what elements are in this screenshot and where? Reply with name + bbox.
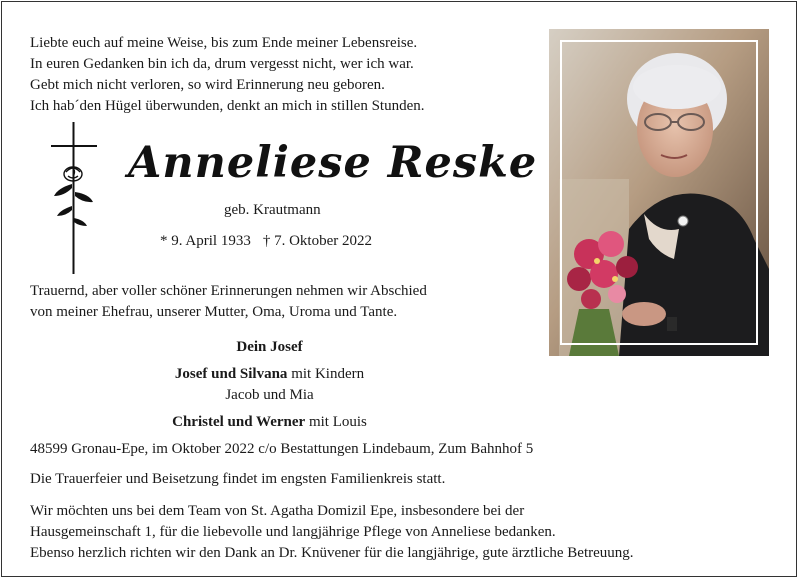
cross-with-rose-icon xyxy=(48,122,100,274)
funeral-notice: Die Trauerfeier und Beisetzung findet im engsten Familienkreis statt. xyxy=(30,471,446,487)
birth-date: * 9. April 1933 xyxy=(160,233,251,249)
thanks-line: Wir möchten uns bei dem Team von St. Agatha Domizil Epe, insbesondere bei der xyxy=(30,503,525,519)
mourner-spouse: Dein Josef xyxy=(236,339,303,355)
farewell-text xyxy=(30,281,427,323)
birth-name: geb. Krautmann xyxy=(224,202,321,218)
life-dates xyxy=(160,233,372,250)
mourner-family-1: Josef und Silvana xyxy=(174,366,288,382)
mourner-family-2-suffix: mit Louis xyxy=(305,414,367,430)
portrait-photo xyxy=(549,29,769,356)
thanks-line: Ebenso herzlich richten wir den Dank an Dr. Knüvener für die langjährige, gute ärztliche Betreuung. xyxy=(30,545,634,561)
thanks-line: Hausgemeinschaft 1, für die liebevolle und langjährige Pflege von Anneliese bedanken. xyxy=(30,524,556,540)
poem-line: In euren Gedanken bin ich da, drum vergesst nicht, wer ich war. xyxy=(30,56,414,72)
poem-line: Gebt mich nicht verloren, so wird Erinnerung neu geboren. xyxy=(30,77,385,93)
mourner-family-1-children: Jacob und Mia xyxy=(225,387,314,403)
mourners-list xyxy=(0,337,539,433)
farewell-line: von meiner Ehefrau, unserer Mutter, Oma, Uroma und Tante. xyxy=(30,304,398,320)
poem-line: Ich hab´den Hügel überwunden, denkt an mich in stillen Stunden. xyxy=(30,98,425,114)
thanks-text xyxy=(30,501,634,564)
mourner-family-2: Christel und Werner xyxy=(172,414,306,430)
mourner-family-1-suffix: mit Kindern xyxy=(287,366,365,382)
poem-line: Liebte euch auf meine Weise, bis zum Ende meiner Lebensreise. xyxy=(30,35,418,51)
deceased-name: Anneliese Reske xyxy=(128,138,538,188)
farewell-line: Trauernd, aber voller schöner Erinnerungen nehmen wir Abschied xyxy=(30,283,427,299)
death-date: † 7. Oktober 2022 xyxy=(262,233,372,249)
address-line: 48599 Gronau-Epe, im Oktober 2022 c/o Bestattungen Lindebaum, Zum Bahnhof 5 xyxy=(30,441,534,457)
poem xyxy=(30,33,425,117)
